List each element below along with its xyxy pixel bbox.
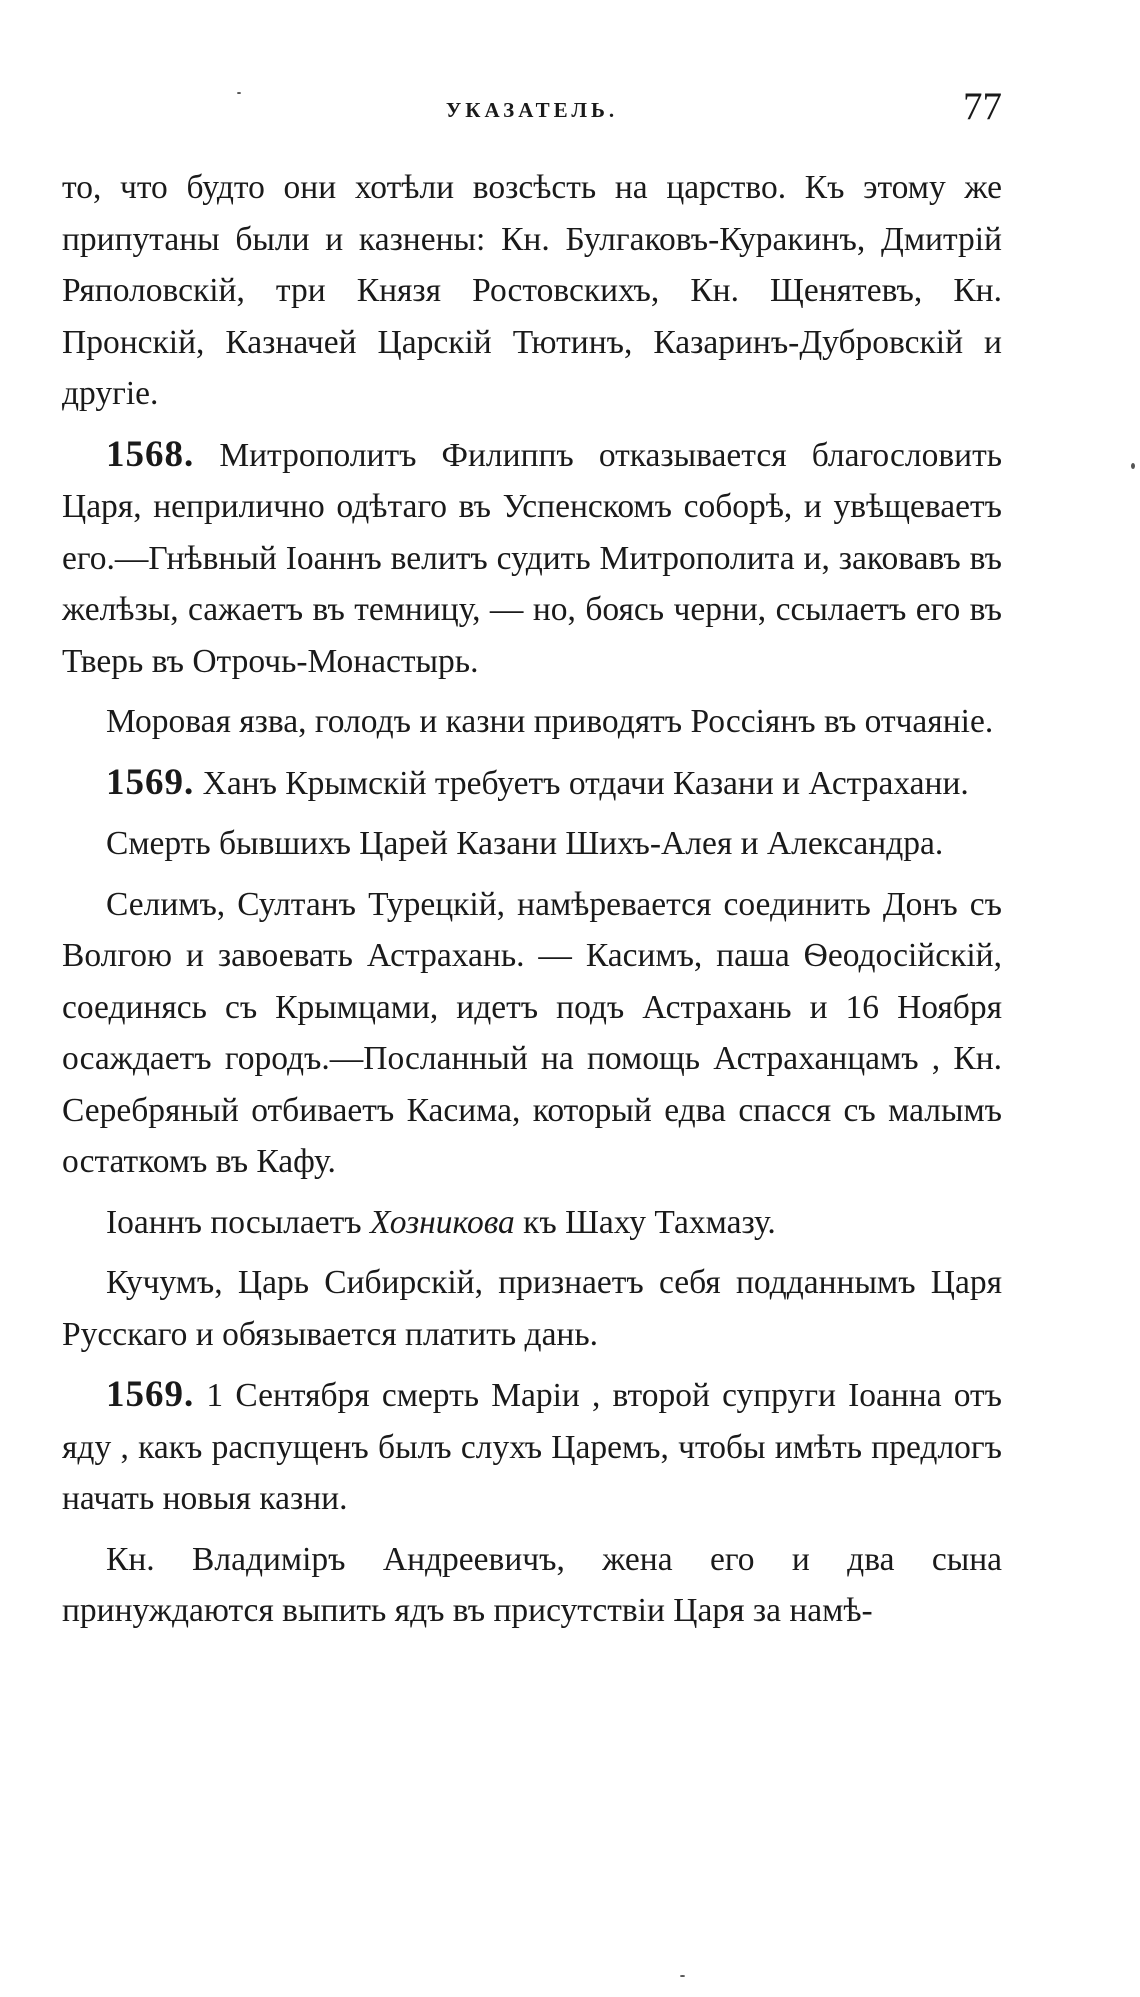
print-speck bbox=[680, 1975, 685, 1977]
print-speck bbox=[237, 92, 241, 94]
paragraph-text: къ Шаху Тахмазу. bbox=[514, 1203, 776, 1241]
year-1569-second: 1569. bbox=[106, 1374, 195, 1415]
paragraph-text: Іоаннъ посылаетъ bbox=[106, 1203, 371, 1241]
emphasized-name: Хозникова bbox=[370, 1203, 515, 1241]
paragraph-4 bbox=[62, 757, 1002, 810]
paragraph-6 bbox=[62, 879, 1002, 1188]
paragraph-text: Ханъ Крымскій требуетъ отдачи Казани и Астрахани. bbox=[194, 764, 969, 802]
paragraph-3 bbox=[62, 696, 1002, 748]
page-header bbox=[62, 84, 1002, 144]
paragraph-text: Смерть бывшихъ Царей Казани Шихъ-Алея и Александра. bbox=[106, 825, 944, 862]
paragraph-text: Моровая язва, голодъ и казни приводятъ Россіянъ въ отчаяніе. bbox=[106, 703, 994, 740]
print-speck bbox=[1131, 463, 1135, 469]
paragraph-text: Селимъ, Султанъ Турецкій, намѣревается соединить Донъ съ Волгою и завоевать Астрахань. — Касимъ, паша Ѳеодосійскій, соединясь съ Крымцами, идетъ подъ Астрахань и 16 Ноября осаждаетъ городъ.—Посланный на помощь Астраханцамъ , Кн. Серебряный отбиваетъ Касима, который едва спасся съ малымъ остаткомъ въ Кафу. bbox=[62, 885, 1002, 1180]
paragraph-5 bbox=[62, 818, 1002, 870]
paragraph-10 bbox=[62, 1534, 1002, 1637]
page-number: 77 bbox=[963, 85, 1002, 128]
paragraph-1 bbox=[62, 162, 1002, 420]
paragraph-text: Кн. Владиміръ Андреевичъ, жена его и два сына принуждаются выпить ядъ въ присутствіи Царя за намѣ- bbox=[62, 1540, 1002, 1629]
paragraph-7 bbox=[62, 1197, 1002, 1249]
paragraph-text: то, что будто они хотѣли возсѣсть на царство. Къ этому же припутаны были и казнены: Кн. Булгаковъ-Куракинъ, Дмитрій Ряполовскій, три Князя Ростовскихъ, Кн. Щенятевъ, Кн. Пронскій, Казначей Царскій Тютинъ, Казаринъ-Дубровскій и другіе. bbox=[62, 169, 1002, 412]
year-1569: 1569. bbox=[106, 761, 195, 803]
paragraph-8 bbox=[62, 1257, 1002, 1360]
paragraph-text: Кучумъ, Царь Сибирскій, признаетъ себя подданнымъ Царя Русскаго и обязывается платить дань. bbox=[62, 1264, 1002, 1353]
paragraph-text: Митрополитъ Филиппъ отказывается благословить Царя, неприлично одѣтаго въ Успенскомъ соборѣ, и увѣщеваетъ его.—Гнѣвный Іоаннъ велитъ судить Митрополита и, заковавъ въ желѣзы, сажаетъ въ темницу, — но, боясь черни, ссылаетъ его въ Тверь въ Отрочь-Монастырь. bbox=[62, 436, 1002, 680]
paragraph-text: 1 Сентября смерть Маріи , второй супруги Іоанна отъ яду , какъ распущенъ былъ слухъ Царемъ, чтобы имѣть предлогъ начать новыя казни. bbox=[62, 1377, 1002, 1517]
text-body bbox=[62, 162, 1002, 1646]
running-head: УКАЗАТЕЛЬ. bbox=[445, 98, 619, 122]
year-1568: 1568. bbox=[106, 433, 195, 475]
paragraph-2 bbox=[62, 429, 1002, 688]
paragraph-9 bbox=[62, 1369, 1002, 1525]
